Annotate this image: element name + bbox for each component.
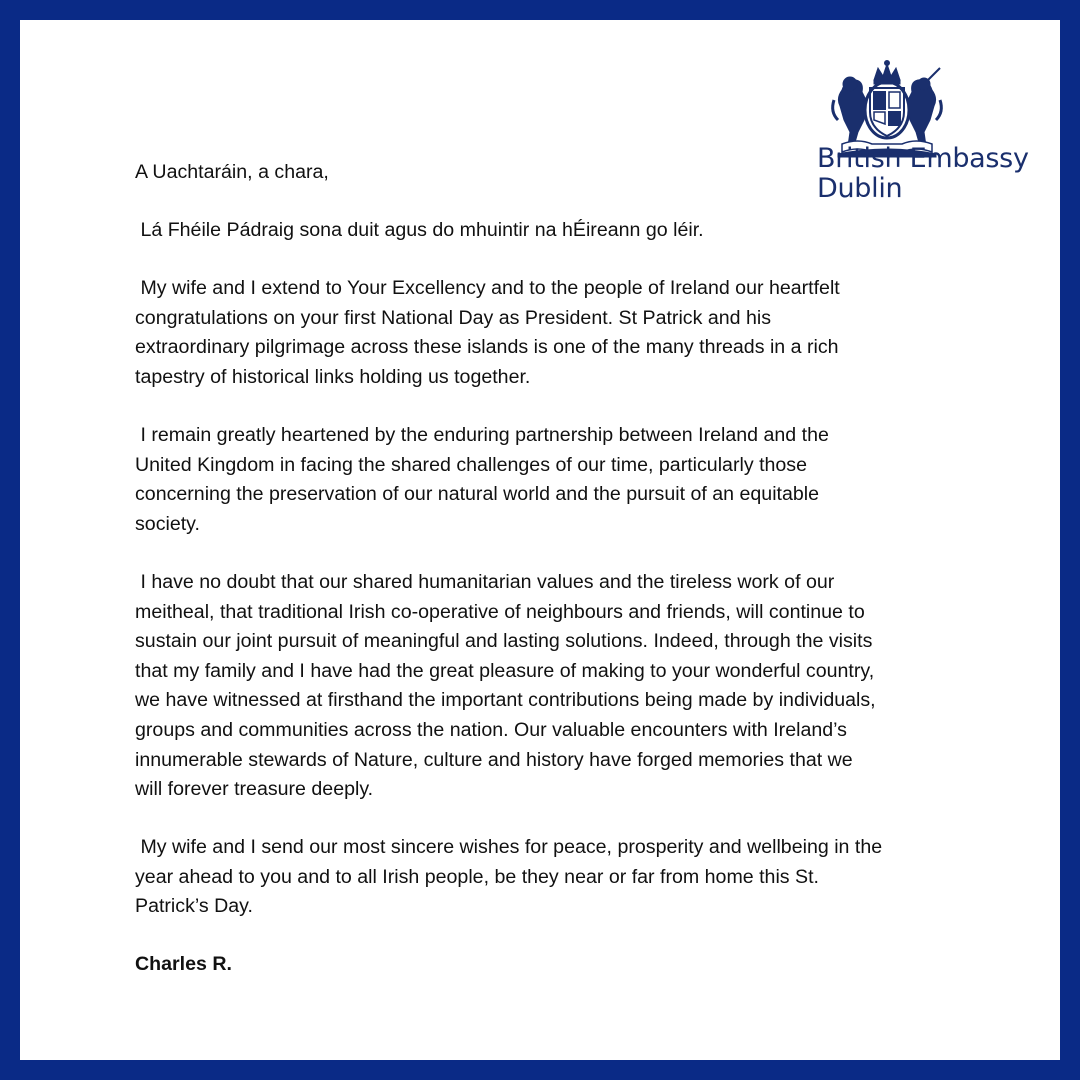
paragraph-shared-values: I have no doubt that our shared humanitarian values and the tireless work of our meitheal, that traditional Irish co-operative of neighbours and friends, will continue to sustain our joint pursuit of meaningful and lasting solutions. Indeed, through the visits that my family and I have had the great pleasure of making to your wonderful country, we have witnessed at firsthand the important contributions being made by individuals, groups and communities across the nation. Our valuable encounters with Ireland’s innumerable stewards of Nature, culture and history have forged memories that we will forever treasure deeply. [135,570,876,801]
paragraph-wishes: My wife and I send our most sincere wishes for peace, prosperity and wellbeing in the year ahead to you and to all Irish people, be they near or far from home this St. Patrick’s Day. [135,836,883,918]
paragraph-partnership: I remain greatly heartened by the enduring partnership between Ireland and the United Kingdom in facing the shared challenges of our time, particularly those concerning the preservation of our natural world and the pursuit of an equitable society. [135,424,829,535]
signature: Charles R. [135,953,232,976]
salutation: A Uachtaráin, a chara, [135,161,329,183]
brand-line-2: Dublin [817,173,903,204]
paragraph-congratulations: My wife and I extend to Your Excellency and to the people of Ireland our heartfelt congratulations on your first National Day as President. St Patrick and his extraordinary pilgrimage across these islands is one of the many threads in a rich tapestry of historical links holding us together. [135,277,840,388]
letter-page [20,20,1060,1060]
brand-line-1: British Embassy [817,143,1029,174]
paragraph-irish-greeting: Lá Fhéile Pádraig sona duit agus do mhuintir na hÉireann go léir. [135,219,704,242]
letter-body [135,158,965,980]
